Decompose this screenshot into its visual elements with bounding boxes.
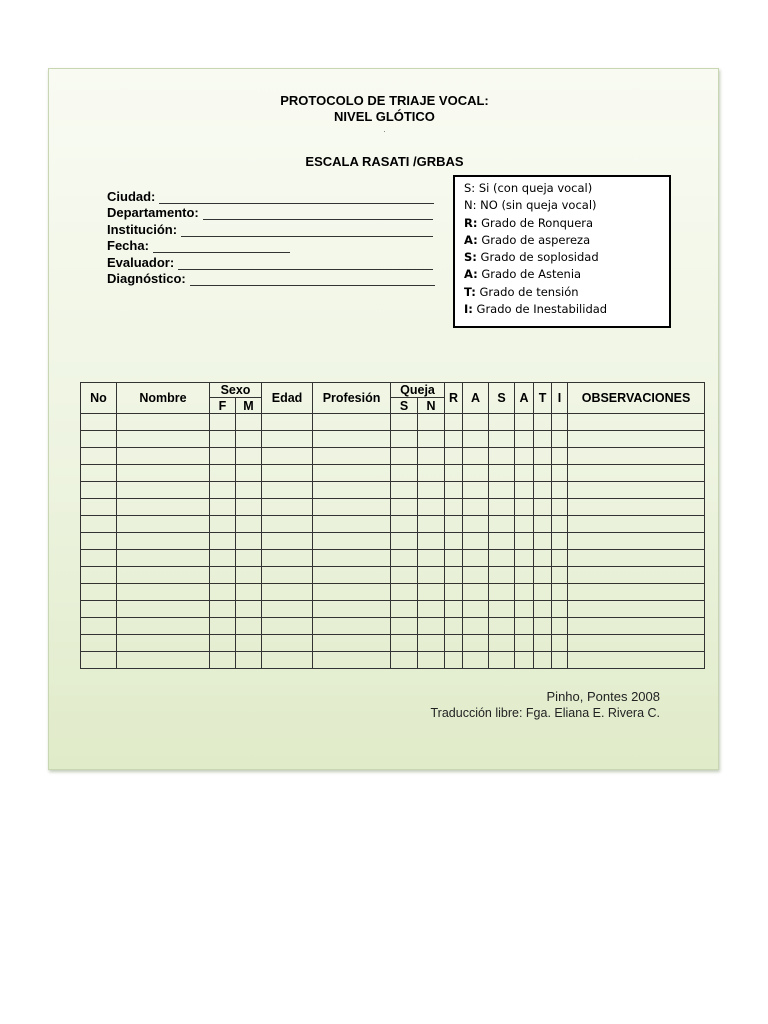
field-label: Institución: [107, 221, 178, 237]
table-cell[interactable] [463, 465, 489, 482]
table-cell[interactable] [210, 601, 236, 618]
table-cell[interactable] [391, 635, 418, 652]
table-cell[interactable] [489, 414, 515, 431]
table-cell[interactable] [391, 567, 418, 584]
table-cell[interactable] [445, 635, 463, 652]
table-cell[interactable] [117, 448, 210, 465]
table-cell[interactable] [534, 465, 552, 482]
table-cell[interactable] [568, 465, 705, 482]
table-cell[interactable] [391, 652, 418, 669]
table-cell[interactable] [418, 635, 445, 652]
table-row [81, 652, 705, 669]
table-cell[interactable] [391, 431, 418, 448]
table-cell[interactable] [262, 635, 313, 652]
table-cell[interactable] [489, 567, 515, 584]
table-cell[interactable] [463, 652, 489, 669]
table-cell[interactable] [81, 516, 117, 533]
table-cell[interactable] [210, 482, 236, 499]
table-cell[interactable] [262, 431, 313, 448]
credit-authors: Pinho, Pontes 2008 [546, 689, 660, 704]
table-cell[interactable] [236, 533, 262, 550]
table-cell[interactable] [236, 584, 262, 601]
col-header-nombre: Nombre [117, 383, 210, 414]
table-cell[interactable] [313, 499, 391, 516]
table-row [81, 601, 705, 618]
table-cell[interactable] [552, 635, 568, 652]
credit-translation: Traducción libre: Fga. Eliana E. Rivera C. [430, 706, 660, 720]
table-cell[interactable] [262, 516, 313, 533]
table-cell[interactable] [81, 635, 117, 652]
table-cell[interactable] [313, 635, 391, 652]
table-cell[interactable] [489, 652, 515, 669]
table-cell[interactable] [534, 584, 552, 601]
table-cell[interactable] [391, 618, 418, 635]
field-label: Fecha: [107, 238, 149, 253]
col-header-r: R [445, 383, 463, 414]
table-cell[interactable] [210, 652, 236, 669]
legend-item: T: Grado de tensión [464, 284, 579, 299]
table-cell[interactable] [418, 618, 445, 635]
table-row [81, 414, 705, 431]
table-cell[interactable] [262, 584, 313, 601]
table-cell[interactable] [81, 414, 117, 431]
table-cell[interactable] [534, 414, 552, 431]
table-cell[interactable] [445, 516, 463, 533]
table-cell[interactable] [489, 550, 515, 567]
table-cell[interactable] [117, 601, 210, 618]
legend-item: A: Grado de aspereza [464, 232, 591, 247]
table-cell[interactable] [489, 601, 515, 618]
table-cell[interactable] [210, 635, 236, 652]
table-cell[interactable] [489, 482, 515, 499]
field-label: Diagnóstico: [107, 271, 186, 286]
table-row [81, 567, 705, 584]
col-header-s: S [489, 383, 515, 414]
table-cell[interactable] [236, 516, 262, 533]
table-cell[interactable] [117, 584, 210, 601]
table-cell[interactable] [515, 652, 534, 669]
table-cell[interactable] [463, 584, 489, 601]
table-cell[interactable] [236, 482, 262, 499]
table-cell[interactable] [313, 414, 391, 431]
table-cell[interactable] [489, 465, 515, 482]
table-cell[interactable] [515, 482, 534, 499]
document-title: PROTOCOLO DE TRIAJE VOCAL: [280, 93, 489, 108]
table-cell[interactable] [463, 533, 489, 550]
table-cell[interactable] [515, 533, 534, 550]
table-cell[interactable] [534, 516, 552, 533]
table-cell[interactable] [463, 448, 489, 465]
table-cell[interactable] [313, 618, 391, 635]
field-label: Ciudad: [107, 188, 156, 204]
table-cell[interactable] [463, 550, 489, 567]
table-cell[interactable] [489, 533, 515, 550]
field-fecha[interactable] [107, 237, 447, 254]
table-cell[interactable] [489, 499, 515, 516]
table-cell[interactable] [568, 635, 705, 652]
table-cell[interactable] [313, 448, 391, 465]
table-cell[interactable] [534, 533, 552, 550]
scale-title: ESCALA RASATI /GRBAS [305, 154, 464, 169]
field-ciudad[interactable] [107, 187, 447, 204]
table-cell[interactable] [463, 567, 489, 584]
table-cell[interactable] [210, 516, 236, 533]
table-cell[interactable] [391, 601, 418, 618]
table-cell[interactable] [552, 652, 568, 669]
field-evaluador[interactable] [107, 253, 447, 270]
legend-item: S: Grado de soplosidad [464, 250, 599, 265]
table-cell[interactable] [210, 448, 236, 465]
table-cell[interactable] [552, 482, 568, 499]
table-cell[interactable] [418, 584, 445, 601]
table-cell[interactable] [445, 584, 463, 601]
table-cell[interactable] [515, 448, 534, 465]
table-cell[interactable] [313, 431, 391, 448]
table-cell[interactable] [236, 618, 262, 635]
table-cell[interactable] [418, 652, 445, 669]
table-cell[interactable] [552, 516, 568, 533]
table-cell[interactable] [534, 635, 552, 652]
table-cell[interactable] [445, 465, 463, 482]
table-cell[interactable] [117, 465, 210, 482]
table-cell[interactable] [445, 601, 463, 618]
table-cell[interactable] [534, 652, 552, 669]
table-cell[interactable] [418, 567, 445, 584]
col-header-sexo-m: M [236, 398, 262, 414]
table-cell[interactable] [534, 482, 552, 499]
table-cell[interactable] [445, 618, 463, 635]
table-cell[interactable] [568, 482, 705, 499]
table-cell[interactable] [117, 635, 210, 652]
col-header-queja-s: S [391, 398, 418, 414]
table-cell[interactable] [568, 618, 705, 635]
field-label: Departamento: [107, 205, 199, 220]
fill-line[interactable] [159, 192, 434, 204]
table-cell[interactable] [445, 431, 463, 448]
table-row [81, 533, 705, 550]
table-cell[interactable] [568, 499, 705, 516]
legend-item: R: Grado de Ronquera [464, 215, 594, 230]
table-cell[interactable] [418, 533, 445, 550]
table-cell[interactable] [515, 550, 534, 567]
table-cell[interactable] [262, 448, 313, 465]
table-cell[interactable] [391, 465, 418, 482]
table-cell[interactable] [552, 499, 568, 516]
legend-item: S: Si (con queja vocal) [464, 181, 593, 195]
table-cell[interactable] [236, 550, 262, 567]
table-cell[interactable] [463, 414, 489, 431]
table-cell[interactable] [117, 567, 210, 584]
table-cell[interactable] [515, 567, 534, 584]
col-header-queja: Queja [391, 383, 445, 398]
table-cell[interactable] [418, 482, 445, 499]
table-cell[interactable] [391, 584, 418, 601]
fill-line[interactable] [190, 274, 435, 286]
table-cell[interactable] [313, 516, 391, 533]
table-cell[interactable] [418, 431, 445, 448]
table-row [81, 584, 705, 601]
table-cell[interactable] [445, 448, 463, 465]
table-cell[interactable] [117, 414, 210, 431]
table-cell[interactable] [210, 465, 236, 482]
table-cell[interactable] [515, 414, 534, 431]
col-header-profesion: Profesión [313, 383, 391, 414]
legend-item: I: Grado de Inestabilidad [464, 302, 608, 317]
table-cell[interactable] [391, 499, 418, 516]
table-cell[interactable] [210, 618, 236, 635]
table-cell[interactable] [552, 567, 568, 584]
table-cell[interactable] [568, 448, 705, 465]
table-cell[interactable] [262, 499, 313, 516]
table-cell[interactable] [463, 516, 489, 533]
table-cell[interactable] [313, 550, 391, 567]
table-cell[interactable] [534, 499, 552, 516]
table-cell[interactable] [418, 550, 445, 567]
table-cell[interactable] [534, 601, 552, 618]
table-cell[interactable] [262, 618, 313, 635]
table-cell[interactable] [210, 567, 236, 584]
col-header-t: T [534, 383, 552, 414]
table-cell[interactable] [463, 499, 489, 516]
protocol-sheet [48, 68, 719, 770]
table-cell[interactable] [117, 482, 210, 499]
form-fields [107, 187, 447, 286]
table-cell[interactable] [236, 448, 262, 465]
table-cell[interactable] [81, 448, 117, 465]
table-cell[interactable] [445, 414, 463, 431]
table-cell[interactable] [262, 533, 313, 550]
table-cell[interactable] [210, 550, 236, 567]
table-cell[interactable] [391, 533, 418, 550]
table-cell[interactable] [568, 601, 705, 618]
table-cell[interactable] [117, 533, 210, 550]
table-cell[interactable] [489, 431, 515, 448]
table-row [81, 550, 705, 567]
table-row [81, 618, 705, 635]
table-cell[interactable] [262, 567, 313, 584]
table-cell[interactable] [81, 584, 117, 601]
table-cell[interactable] [552, 431, 568, 448]
table-cell[interactable] [445, 482, 463, 499]
table-cell[interactable] [515, 618, 534, 635]
table-cell[interactable] [313, 584, 391, 601]
table-cell[interactable] [515, 431, 534, 448]
table-cell[interactable] [262, 482, 313, 499]
table-cell[interactable] [117, 618, 210, 635]
table-cell[interactable] [568, 516, 705, 533]
evaluation-table [80, 382, 705, 669]
table-row [81, 431, 705, 448]
table-cell[interactable] [568, 533, 705, 550]
field-institucion[interactable] [107, 220, 447, 237]
table-cell[interactable] [463, 618, 489, 635]
document-subtitle: NIVEL GLÓTICO [334, 109, 435, 124]
table-cell[interactable] [568, 652, 705, 669]
col-header-observaciones: OBSERVACIONES [568, 383, 705, 414]
table-cell[interactable] [262, 465, 313, 482]
table-cell[interactable] [445, 533, 463, 550]
col-header-queja-n: N [418, 398, 445, 414]
table-cell[interactable] [236, 567, 262, 584]
table-row [81, 499, 705, 516]
table-cell[interactable] [391, 448, 418, 465]
col-header-a: A [463, 383, 489, 414]
table-cell[interactable] [534, 448, 552, 465]
table-row [81, 448, 705, 465]
table-cell[interactable] [210, 431, 236, 448]
table-cell[interactable] [313, 652, 391, 669]
table-cell[interactable] [568, 550, 705, 567]
fill-line[interactable] [203, 208, 433, 220]
table-cell[interactable] [445, 567, 463, 584]
legend-box [453, 175, 671, 328]
table-cell[interactable] [568, 584, 705, 601]
table-row [81, 516, 705, 533]
table-cell[interactable] [81, 550, 117, 567]
separator-dot: . [383, 125, 386, 134]
table-cell[interactable] [534, 431, 552, 448]
table-cell[interactable] [568, 431, 705, 448]
table-cell[interactable] [489, 635, 515, 652]
table-cell[interactable] [236, 414, 262, 431]
table-cell[interactable] [81, 618, 117, 635]
table-cell[interactable] [210, 584, 236, 601]
legend-item: N: NO (sin queja vocal) [464, 198, 597, 213]
table-body [81, 414, 705, 669]
table-row [81, 635, 705, 652]
field-label: Evaluador: [107, 254, 175, 270]
col-header-i: I [552, 383, 568, 414]
table-cell[interactable] [463, 431, 489, 448]
table-cell[interactable] [117, 499, 210, 516]
table-cell[interactable] [568, 414, 705, 431]
table-cell[interactable] [445, 652, 463, 669]
col-header-edad: Edad [262, 383, 313, 414]
table-cell[interactable] [313, 465, 391, 482]
table-cell[interactable] [236, 499, 262, 516]
table-cell[interactable] [81, 652, 117, 669]
legend-item: A: Grado de Astenia [464, 267, 582, 282]
table-cell[interactable] [445, 550, 463, 567]
table-cell[interactable] [81, 567, 117, 584]
fill-line[interactable] [178, 258, 433, 270]
table-cell[interactable] [515, 465, 534, 482]
table-cell[interactable] [534, 567, 552, 584]
table-cell[interactable] [552, 601, 568, 618]
table-cell[interactable] [489, 516, 515, 533]
table-row [81, 482, 705, 499]
col-header-a2: A [515, 383, 534, 414]
table-cell[interactable] [552, 618, 568, 635]
table-cell[interactable] [515, 499, 534, 516]
table-cell[interactable] [262, 601, 313, 618]
table-row [81, 465, 705, 482]
table-cell[interactable] [552, 533, 568, 550]
table-cell[interactable] [418, 516, 445, 533]
table-cell[interactable] [552, 448, 568, 465]
table-cell[interactable] [463, 482, 489, 499]
table-cell[interactable] [568, 567, 705, 584]
table-cell[interactable] [236, 431, 262, 448]
table-cell[interactable] [210, 533, 236, 550]
table-cell[interactable] [489, 584, 515, 601]
field-departamento[interactable] [107, 204, 447, 221]
table-cell[interactable] [391, 482, 418, 499]
col-header-sexo: Sexo [210, 383, 262, 398]
table-cell[interactable] [236, 465, 262, 482]
col-header-no: No [81, 383, 117, 414]
table-cell[interactable] [117, 652, 210, 669]
table-cell[interactable] [313, 482, 391, 499]
table-cell[interactable] [81, 482, 117, 499]
table-cell[interactable] [81, 465, 117, 482]
table-cell[interactable] [418, 465, 445, 482]
table-cell[interactable] [81, 499, 117, 516]
table-cell[interactable] [418, 601, 445, 618]
table-cell[interactable] [418, 414, 445, 431]
table-cell[interactable] [552, 550, 568, 567]
col-header-sexo-f: F [210, 398, 236, 414]
table-cell[interactable] [489, 618, 515, 635]
table-cell[interactable] [236, 601, 262, 618]
table-cell[interactable] [463, 635, 489, 652]
table-cell[interactable] [515, 516, 534, 533]
table-cell[interactable] [117, 516, 210, 533]
table-cell[interactable] [262, 414, 313, 431]
table-cell[interactable] [313, 533, 391, 550]
table-cell[interactable] [313, 601, 391, 618]
table-cell[interactable] [81, 431, 117, 448]
table-cell[interactable] [236, 652, 262, 669]
table-cell[interactable] [489, 448, 515, 465]
fill-line[interactable] [181, 225, 433, 237]
field-diagnostico[interactable] [107, 270, 447, 287]
table-cell[interactable] [418, 448, 445, 465]
table-cell[interactable] [117, 431, 210, 448]
table-cell[interactable] [313, 567, 391, 584]
table-cell[interactable] [210, 414, 236, 431]
table-cell[interactable] [391, 550, 418, 567]
table-cell[interactable] [418, 499, 445, 516]
table-cell[interactable] [534, 550, 552, 567]
table-cell[interactable] [262, 652, 313, 669]
table-cell[interactable] [391, 414, 418, 431]
table-cell[interactable] [463, 601, 489, 618]
table-cell[interactable] [210, 499, 236, 516]
table-cell[interactable] [552, 414, 568, 431]
table-cell[interactable] [236, 635, 262, 652]
table-cell[interactable] [391, 516, 418, 533]
table-cell[interactable] [262, 550, 313, 567]
table-cell[interactable] [81, 601, 117, 618]
table-cell[interactable] [515, 601, 534, 618]
table-cell[interactable] [515, 635, 534, 652]
table-cell[interactable] [515, 584, 534, 601]
table-cell[interactable] [552, 465, 568, 482]
table-cell[interactable] [445, 499, 463, 516]
table-cell[interactable] [534, 618, 552, 635]
table-cell[interactable] [552, 584, 568, 601]
fill-line[interactable] [153, 241, 290, 253]
table-cell[interactable] [81, 533, 117, 550]
table-cell[interactable] [117, 550, 210, 567]
